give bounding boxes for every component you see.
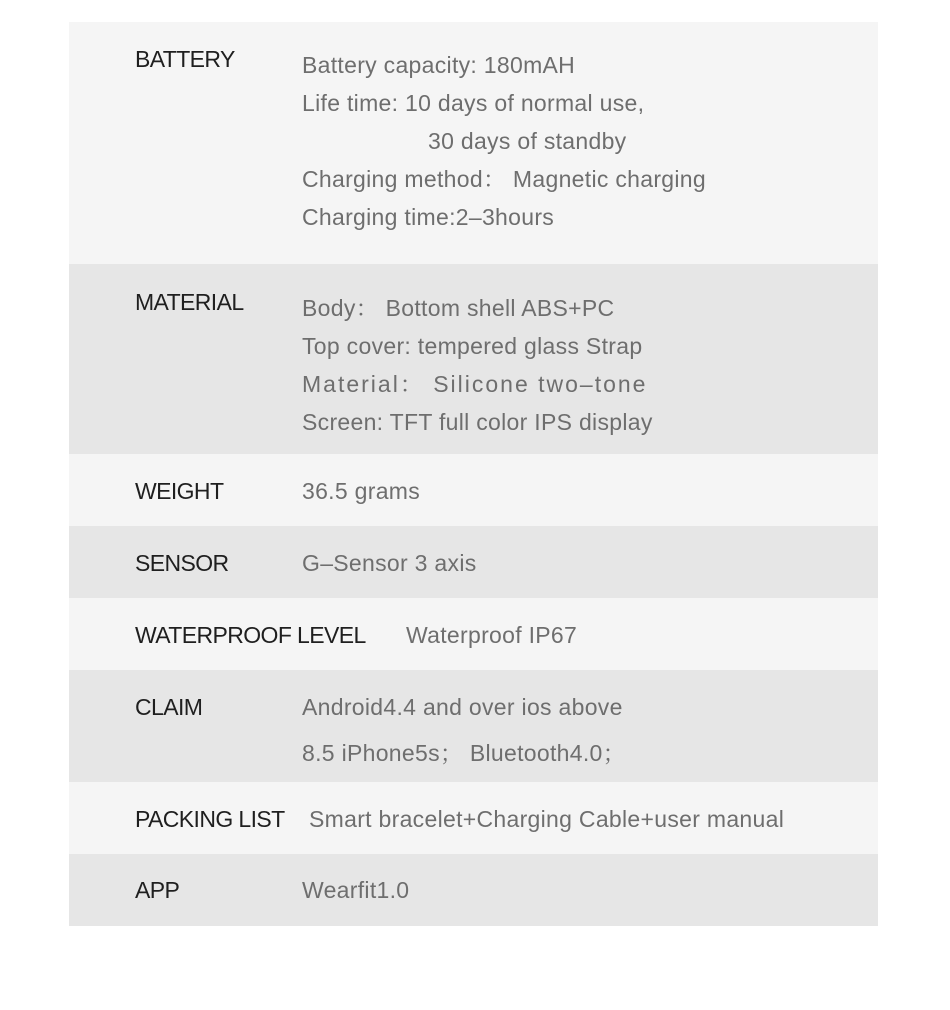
spec-value-line: Screen: TFT full color IPS display	[302, 409, 653, 435]
spec-row-battery	[69, 22, 878, 264]
spec-values	[309, 806, 784, 832]
spec-value-line: 8.5 iPhone5s； Bluetooth4.0；	[302, 740, 626, 766]
spec-values	[302, 550, 477, 576]
spec-value-line: Body： Bottom shell ABS+PC	[302, 295, 615, 321]
spec-values	[302, 46, 706, 236]
spec-label: PACKING LIST	[135, 806, 285, 832]
spec-value-line: Waterproof IP67	[406, 622, 578, 648]
spec-value-line: Material： Silicone two–tone	[302, 371, 648, 397]
spec-values	[302, 694, 626, 766]
spec-value-line: Charging method： Magnetic charging	[302, 166, 706, 192]
spec-value-line: 30 days of standby	[428, 128, 627, 154]
spec-values	[302, 877, 409, 903]
spec-values	[406, 622, 577, 648]
spec-label: WATERPROOF LEVEL	[135, 622, 366, 648]
spec-row-packing-list	[69, 782, 878, 854]
spec-value-line: Top cover: tempered glass Strap	[302, 333, 643, 359]
spec-table	[69, 22, 878, 926]
spec-values	[302, 289, 653, 441]
spec-value-line: Android4.4 and over ios above	[302, 694, 623, 720]
spec-value-line: Battery capacity: 180mAH	[302, 52, 576, 78]
spec-row-app	[69, 854, 878, 926]
spec-value-line: Charging time:2–3hours	[302, 204, 555, 230]
spec-row-material	[69, 264, 878, 454]
spec-value-line: G–Sensor 3 axis	[302, 550, 477, 576]
spec-row-sensor	[69, 526, 878, 598]
spec-row-waterproof-level	[69, 598, 878, 670]
spec-values	[302, 478, 420, 504]
spec-label: MATERIAL	[135, 289, 244, 315]
spec-value-line: Wearfit1.0	[302, 877, 410, 903]
spec-row-claim	[69, 670, 878, 782]
spec-label: WEIGHT	[135, 478, 224, 504]
spec-label: BATTERY	[135, 46, 235, 72]
spec-row-weight	[69, 454, 878, 526]
spec-label: SENSOR	[135, 550, 229, 576]
spec-value-line: 36.5 grams	[302, 478, 421, 504]
spec-label: CLAIM	[135, 694, 203, 720]
spec-value-line: Life time: 10 days of normal use,	[302, 90, 645, 116]
spec-value-line: Smart bracelet+Charging Cable+user manual	[309, 806, 785, 832]
spec-label: APP	[135, 877, 180, 903]
